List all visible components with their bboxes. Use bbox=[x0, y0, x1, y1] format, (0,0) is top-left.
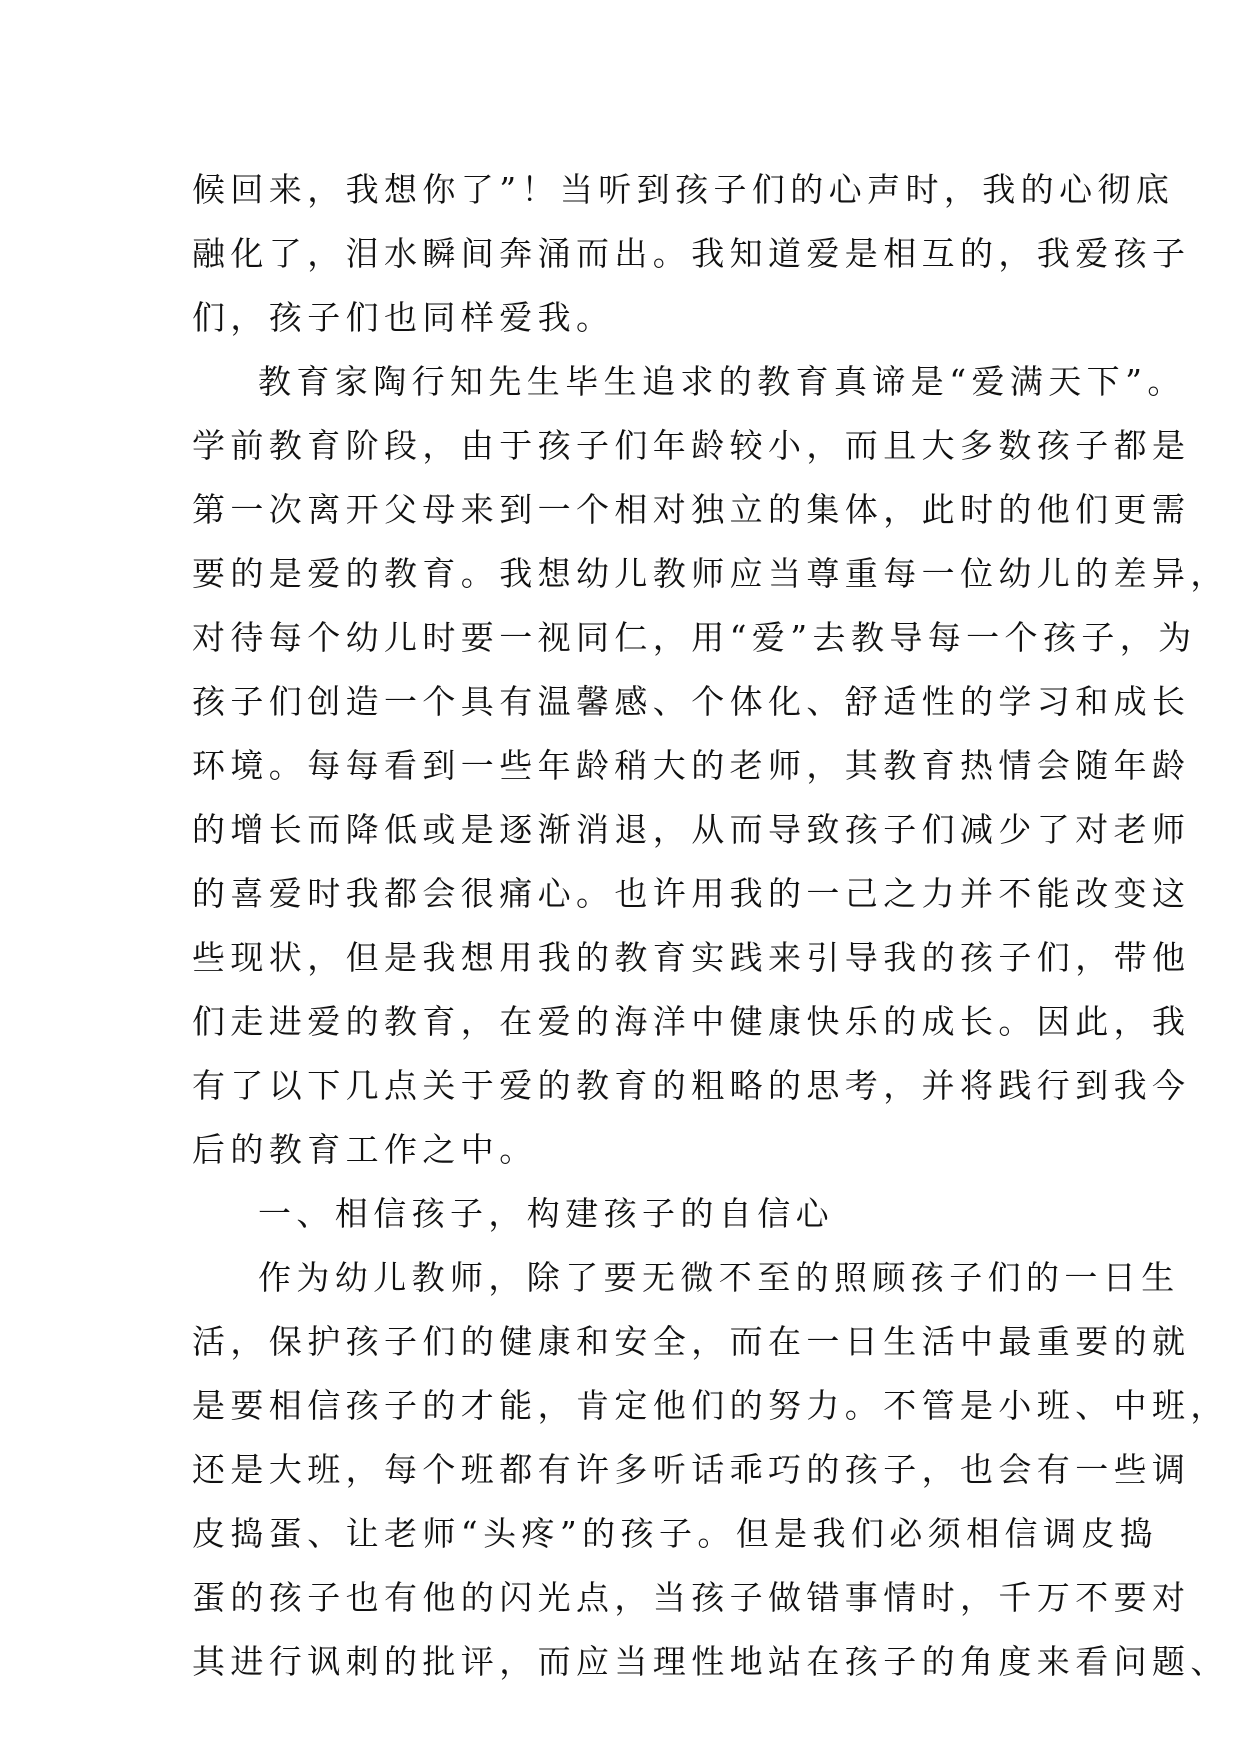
text-line: 要的是爱的教育。我想幼儿教师应当尊重每一位幼儿的差异， bbox=[192, 554, 1229, 593]
text-line: 对待每个幼儿时要一视同仁，用“爱”去教导每一个孩子，为 bbox=[192, 618, 1197, 657]
text-line: 活，保护孩子们的健康和安全，而在一日生活中最重要的就 bbox=[192, 1322, 1191, 1361]
text-line: 后的教育工作之中。 bbox=[192, 1130, 538, 1169]
text-line: 学前教育阶段，由于孩子们年龄较小，而且大多数孩子都是 bbox=[192, 426, 1191, 465]
section-heading bbox=[192, 1182, 1072, 1246]
text-line: 的增长而降低或是逐渐消退，从而导致孩子们减少了对老师 bbox=[192, 810, 1191, 849]
text-line: 孩子们创造一个具有温馨感、个体化、舒适性的学习和成长 bbox=[192, 682, 1191, 721]
text-line: 融化了，泪水瞬间奔涌而出。我知道爱是相互的，我爱孩子 bbox=[192, 234, 1191, 273]
paragraph-continuation bbox=[192, 158, 1191, 350]
text-line: 是要相信孩子的才能，肯定他们的努力。不管是小班、中班， bbox=[192, 1386, 1229, 1425]
text-line: 些现状，但是我想用我的教育实践来引导我的孩子们，带他 bbox=[192, 938, 1191, 977]
paragraph-trust-children bbox=[192, 1246, 1229, 1694]
text-line: 教育家陶行知先生毕生追求的教育真谛是“爱满天下”。 bbox=[258, 362, 1186, 401]
text-line: 作为幼儿教师，除了要无微不至的照顾孩子们的一日生 bbox=[258, 1258, 1180, 1297]
text-line: 有了以下几点关于爱的教育的粗略的思考，并将践行到我今 bbox=[192, 1066, 1191, 1105]
paragraph-love-education bbox=[192, 350, 1229, 1182]
text-line: 们，孩子们也同样爱我。 bbox=[192, 298, 615, 337]
text-line: 的喜爱时我都会很痛心。也许用我的一己之力并不能改变这 bbox=[192, 874, 1191, 913]
text-line: 们走进爱的教育，在爱的海洋中健康快乐的成长。因此，我 bbox=[192, 1002, 1191, 1041]
heading-line: 一、相信孩子，构建孩子的自信心 bbox=[258, 1194, 834, 1233]
text-line: 蛋的孩子也有他的闪光点，当孩子做错事情时，千万不要对 bbox=[192, 1578, 1191, 1617]
text-line: 还是大班，每个班都有许多听话乖巧的孩子，也会有一些调 bbox=[192, 1450, 1191, 1489]
text-line: 其进行讽刺的批评，而应当理性地站在孩子的角度来看问题、 bbox=[192, 1642, 1229, 1681]
body-text bbox=[192, 158, 1229, 1694]
text-line: 环境。每每看到一些年龄稍大的老师，其教育热情会随年龄 bbox=[192, 746, 1191, 785]
text-line: 第一次离开父母来到一个相对独立的集体，此时的他们更需 bbox=[192, 490, 1191, 529]
text-line: 候回来，我想你了”！当听到孩子们的心声时，我的心彻底 bbox=[192, 170, 1175, 209]
text-line: 皮捣蛋、让老师“头疼”的孩子。但是我们必须相信调皮捣 bbox=[192, 1514, 1159, 1553]
